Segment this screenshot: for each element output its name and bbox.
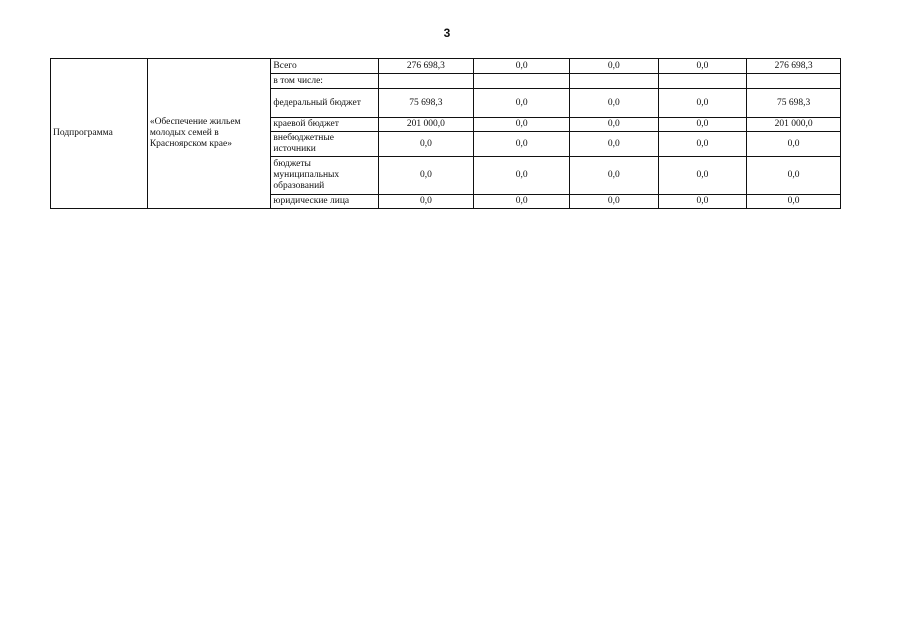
- value-cell: 75 698,3: [747, 89, 841, 118]
- source-cell: внебюджетные источники: [271, 132, 378, 157]
- value-cell: 0,0: [658, 118, 747, 132]
- value-cell: 276 698,3: [378, 59, 474, 74]
- value-cell: 0,0: [474, 157, 570, 195]
- source-cell: в том числе:: [271, 74, 378, 89]
- value-cell: 0,0: [747, 157, 841, 195]
- value-cell: 276 698,3: [747, 59, 841, 74]
- value-cell: 0,0: [474, 59, 570, 74]
- value-cell: 0,0: [570, 157, 659, 195]
- value-cell: 0,0: [658, 132, 747, 157]
- value-cell: 0,0: [747, 195, 841, 209]
- value-cell: 0,0: [658, 195, 747, 209]
- program-name-cell: «Обеспечение жильем молодых семей в Красноярском крае»: [147, 59, 271, 209]
- program-type-cell: Подпрограмма: [51, 59, 148, 209]
- value-cell: 0,0: [658, 157, 747, 195]
- value-cell: 0,0: [474, 118, 570, 132]
- value-cell: 201 000,0: [378, 118, 474, 132]
- source-cell: краевой бюджет: [271, 118, 378, 132]
- value-cell: [747, 74, 841, 89]
- value-cell: 0,0: [378, 157, 474, 195]
- source-cell: бюджеты муниципальных образований: [271, 157, 378, 195]
- value-cell: 0,0: [570, 59, 659, 74]
- value-cell: 0,0: [378, 132, 474, 157]
- value-cell: 0,0: [570, 118, 659, 132]
- value-cell: 0,0: [570, 89, 659, 118]
- value-cell: 0,0: [570, 195, 659, 209]
- value-cell: 0,0: [474, 195, 570, 209]
- page-number: 3: [443, 26, 451, 40]
- source-cell: Всего: [271, 59, 378, 74]
- funding-table: [50, 58, 841, 209]
- value-cell: 0,0: [474, 132, 570, 157]
- source-cell: юридические лица: [271, 195, 378, 209]
- value-cell: [378, 74, 474, 89]
- value-cell: [570, 74, 659, 89]
- value-cell: 75 698,3: [378, 89, 474, 118]
- value-cell: [474, 74, 570, 89]
- value-cell: 0,0: [658, 89, 747, 118]
- value-cell: 0,0: [658, 59, 747, 74]
- value-cell: 0,0: [570, 132, 659, 157]
- value-cell: 201 000,0: [747, 118, 841, 132]
- table-row: [51, 59, 841, 74]
- value-cell: [658, 74, 747, 89]
- source-cell: федеральный бюджет: [271, 89, 378, 118]
- value-cell: 0,0: [747, 132, 841, 157]
- value-cell: 0,0: [474, 89, 570, 118]
- value-cell: 0,0: [378, 195, 474, 209]
